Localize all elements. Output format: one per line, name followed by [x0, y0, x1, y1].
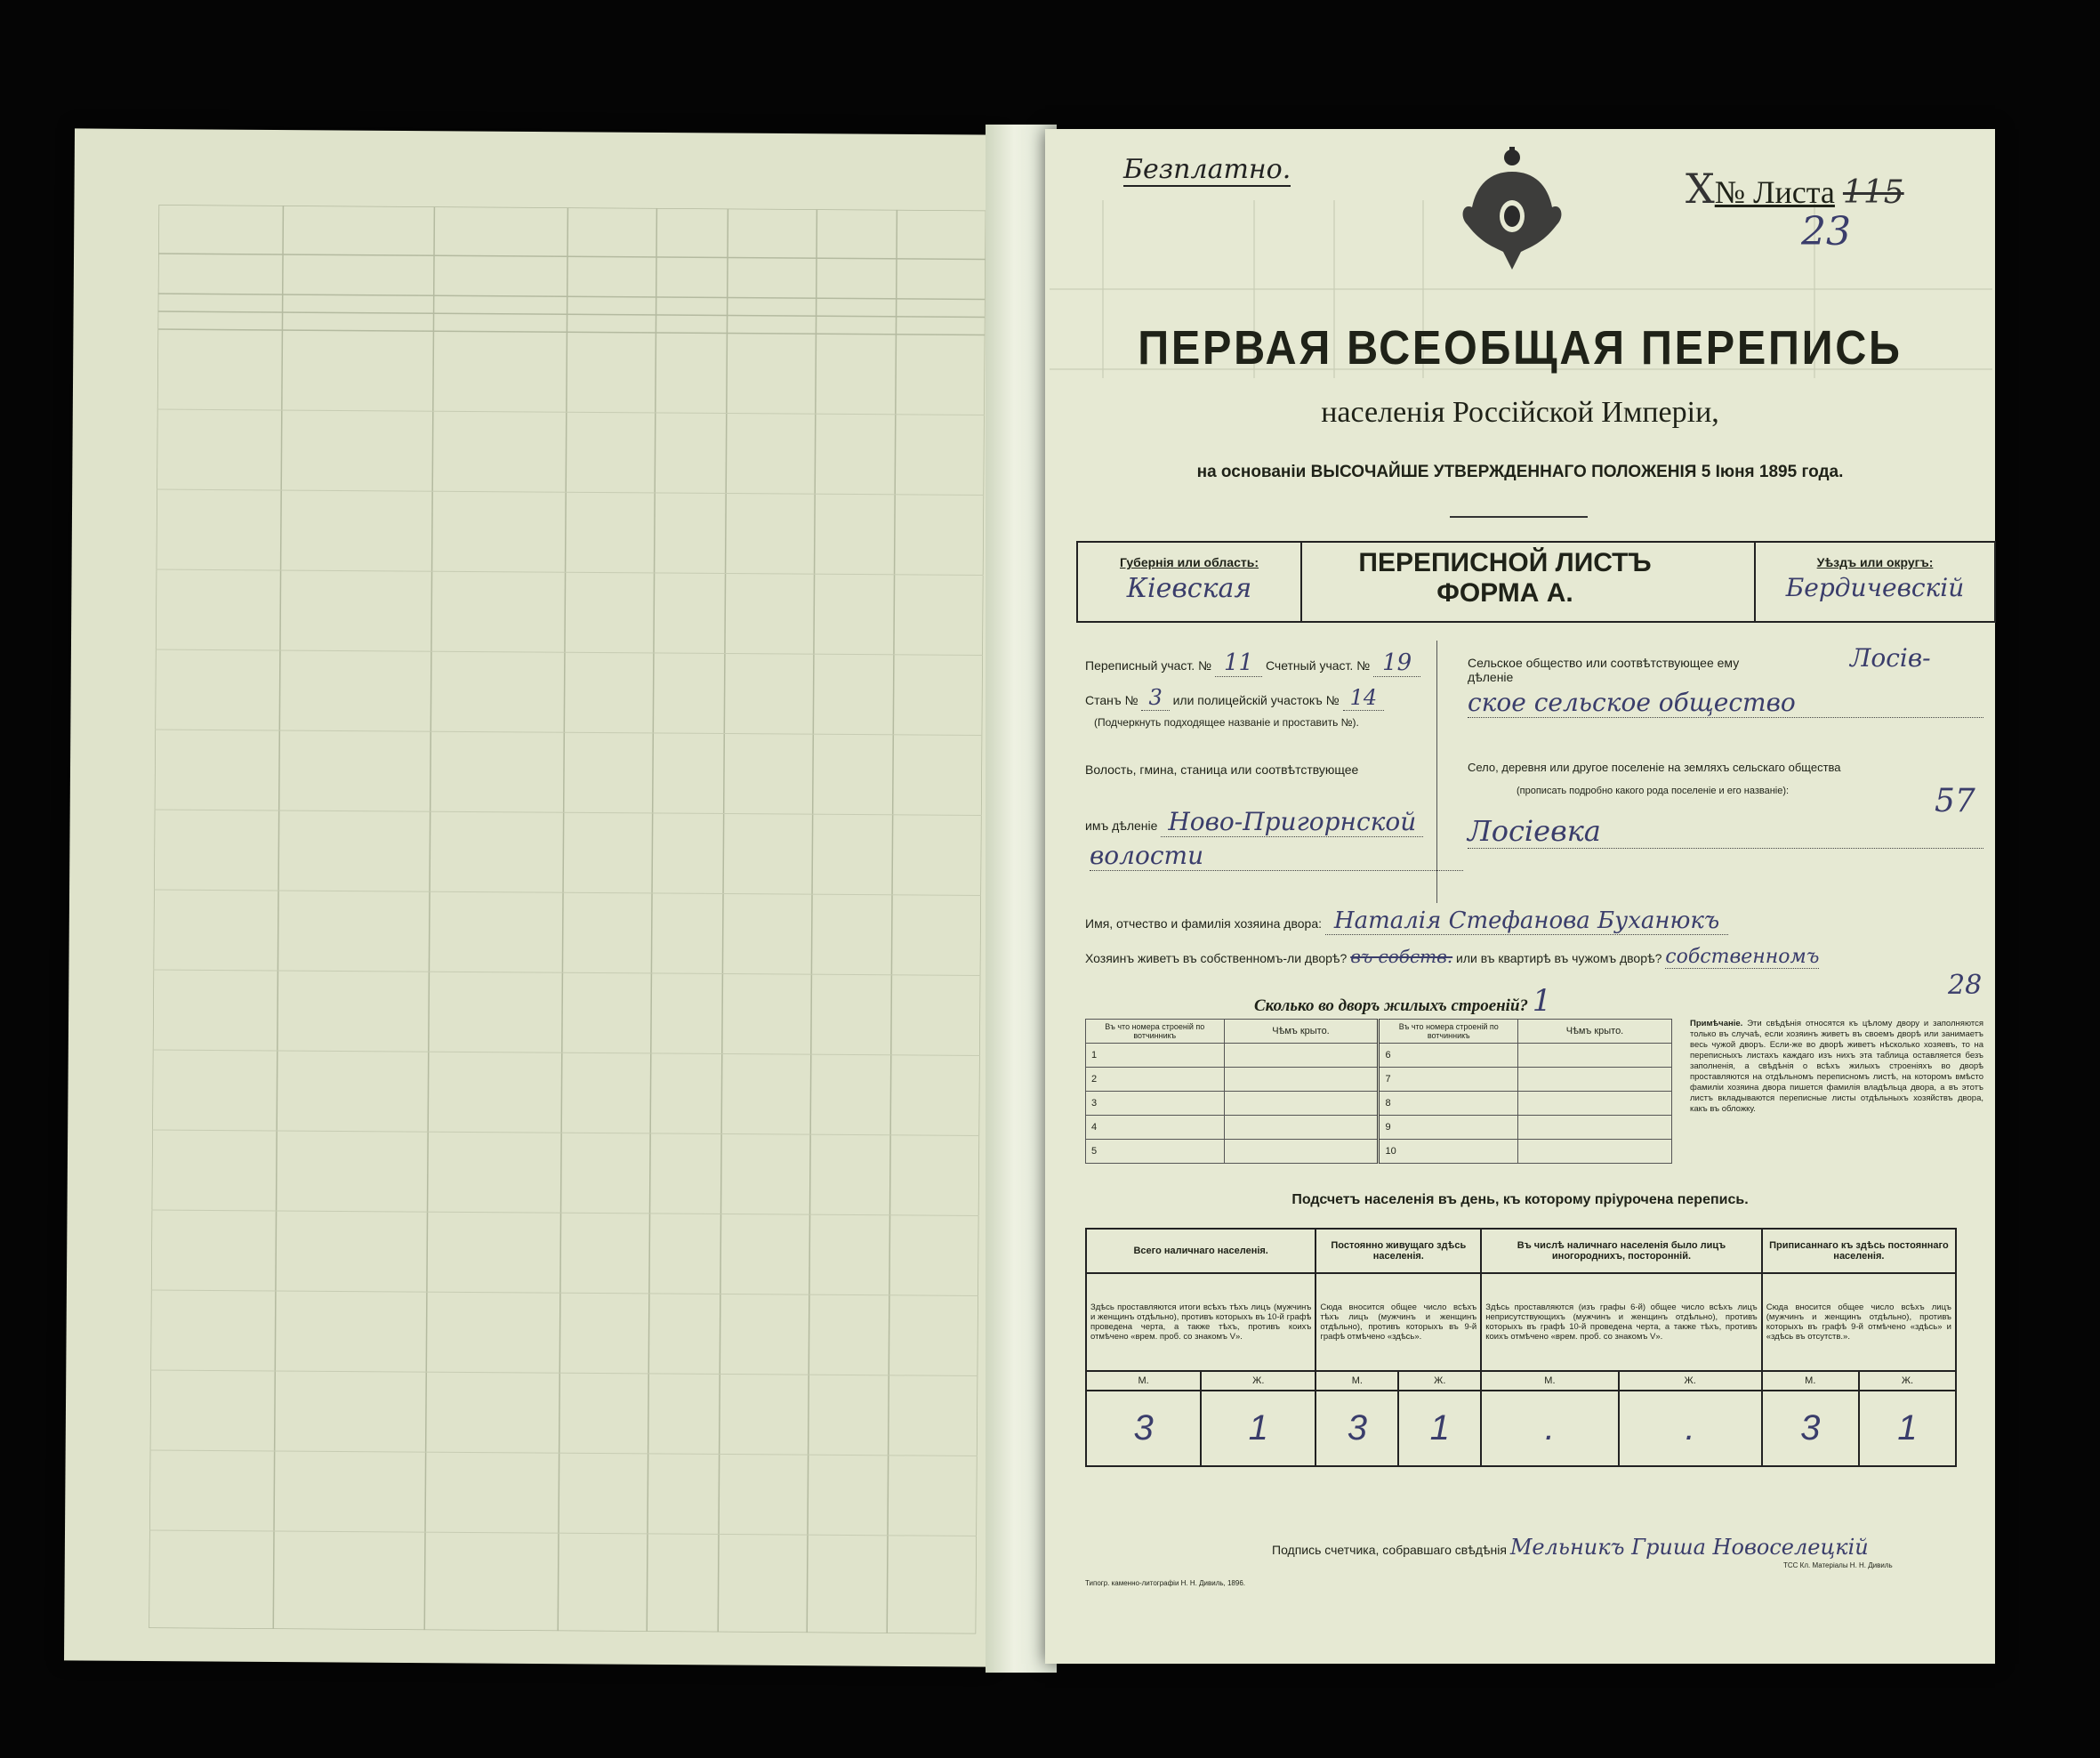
- buildings-value: 1: [1532, 983, 1552, 1019]
- buildings-col3: Въ что номера строеній по вотчинникъ: [1379, 1020, 1518, 1044]
- female-label: Ж.: [1398, 1371, 1481, 1391]
- society-value: Лосів-: [1850, 643, 1931, 673]
- male-label: М.: [1762, 1371, 1859, 1391]
- province-label: Губернія или область:: [1119, 555, 1259, 569]
- row-number: 6: [1379, 1044, 1518, 1068]
- summary-col-title: Въ числѣ наличнаго населенія было лицъ иногороднихъ, посторонній.: [1481, 1229, 1762, 1273]
- summary-table: [1085, 1228, 1957, 1467]
- owner-lives-value2: собственномъ: [1665, 946, 1820, 968]
- buildings-table: [1085, 1019, 1672, 1164]
- summary-col-desc: Сюда вносится общее число всѣхъ тѣхъ лицъ (мужчинъ и женщинъ отдѣльно), противъ которыхъ въ 9-й графѣ отмѣчено «здѣсь».: [1316, 1273, 1481, 1371]
- counting-district-label: Счетный участ. №: [1265, 658, 1371, 673]
- signature-value: Мельникъ Гриша Новоселецкій: [1509, 1535, 1869, 1560]
- owner-lives-value: въ собств.: [1350, 946, 1453, 967]
- underline-note: (Подчеркнуть подходящее названіе и проставить №).: [1094, 716, 1359, 729]
- summary-col-desc: Здѣсь проставляются (изъ графы 6-й) общее число всѣхъ лицъ неприсутствующихъ (мужчинъ и женщинъ отдѣльно), противъ которыхъ въ графѣ 10-й проведена черта, а также тѣхъ, противъ коихъ отмѣчено «врем. проб. со знакомъ V».: [1481, 1273, 1762, 1371]
- summary-value: .: [1481, 1391, 1618, 1466]
- summary-value: .: [1619, 1391, 1762, 1466]
- district-box: [1754, 543, 1994, 621]
- right-page: [1045, 129, 1995, 1664]
- owner-lives-label: Хозяинъ живетъ въ собственномъ-ли дворѣ?: [1085, 951, 1348, 965]
- summary-value: 1: [1201, 1391, 1316, 1466]
- row-number: 10: [1379, 1140, 1518, 1164]
- buildings-label: Сколько во дворъ жилыхъ строеній?: [1254, 996, 1529, 1015]
- note-block: [1690, 1019, 1983, 1115]
- summary-col-desc: Здѣсь проставляются итоги всѣхъ тѣхъ лицъ (мужчинъ и женщинъ отдѣльно), противъ которыхъ въ 10-й графѣ проведена черта, а также тѣхъ, противъ коихъ отмѣчено «врем. проб. со знакомъ V».: [1086, 1273, 1316, 1371]
- main-title: ПЕРВАЯ ВСЕОБЩАЯ ПЕРЕПИСЬ: [1138, 321, 1903, 375]
- signature-field: [1272, 1535, 1983, 1560]
- volost-value: Ново-Пригорнской: [1161, 807, 1423, 837]
- summary-value: 1: [1859, 1391, 1956, 1466]
- police-label: или полицейскій участокъ №: [1172, 693, 1340, 707]
- female-label: Ж.: [1619, 1371, 1762, 1391]
- counting-district-value: 19: [1373, 649, 1420, 677]
- buildings-col2: Чѣмъ крыто.: [1224, 1020, 1379, 1044]
- basis-line: на основаніи ВЫСОЧАЙШЕ УТВЕРЖДЕННАГО ПОЛОЖЕНІЯ 5 Іюня 1895 года.: [1196, 463, 1844, 481]
- ornament-divider: [1450, 516, 1588, 518]
- form-header: [1076, 541, 1996, 623]
- society-label: Сельское общество или соотвѣтствующее ему дѣленіе: [1468, 656, 1740, 684]
- summary-col-title: Приписаннаго къ здѣсь постояннаго населенія.: [1762, 1229, 1956, 1273]
- census-district-value: 11: [1215, 649, 1262, 677]
- row-number: 7: [1379, 1068, 1518, 1092]
- summary-col-title: Постоянно живущаго здѣсь населенія.: [1316, 1229, 1481, 1273]
- coat-of-arms-icon: [1454, 145, 1570, 278]
- row-number: 5: [1086, 1140, 1225, 1164]
- sub-title: населенія Россійской Имперіи,: [1321, 396, 1719, 429]
- society-value2: ское сельское общество: [1468, 688, 1983, 718]
- row-number: 8: [1379, 1092, 1518, 1116]
- row-number: 3: [1086, 1092, 1225, 1116]
- signature-label: Подпись счетчика, собравшаго свѣдѣнія: [1272, 1543, 1507, 1557]
- sheet-number-handwritten: 23: [1801, 209, 1851, 254]
- table-row: [1086, 1140, 1672, 1164]
- buildings-col1: Въ что номера строеній по вотчинникъ: [1086, 1020, 1225, 1044]
- margin-number: 57: [1935, 783, 1975, 819]
- free-label: Безплатно.: [1123, 154, 1291, 185]
- male-label: М.: [1086, 1371, 1201, 1391]
- province-box: [1078, 543, 1302, 621]
- owner-label: Имя, отчество и фамилія хозяина двора:: [1085, 916, 1322, 931]
- table-row: [1086, 1068, 1672, 1092]
- buildings-field: [1254, 983, 1551, 1019]
- row-number: 2: [1086, 1068, 1225, 1092]
- village-label: Село, деревня или другое поселеніе на земляхъ сельскаго общества: [1468, 761, 1841, 774]
- owner-lives-field: [1085, 946, 1983, 968]
- summary-value: 3: [1086, 1391, 1201, 1466]
- summary-heading: Подсчетъ населенія въ день, къ которому пріурочена перепись.: [1291, 1192, 1749, 1207]
- table-row: [1086, 1044, 1672, 1068]
- table-row: [1086, 1092, 1672, 1116]
- stan-field: [1085, 685, 1384, 710]
- census-district-label: Переписный участ. №: [1085, 658, 1212, 673]
- row-number: 9: [1379, 1116, 1518, 1140]
- male-label: М.: [1316, 1371, 1398, 1391]
- field-divider: [1436, 641, 1437, 903]
- owner-lives-label2: или въ квартирѣ въ чужомъ дворѣ?: [1456, 951, 1662, 965]
- province-value: Кіевская: [1126, 573, 1252, 604]
- note-text: Эти свѣдѣнія относятся къ цѣлому двору и заполняются только въ случаѣ, если хозяинъ живетъ въ своемъ дворѣ или занимаетъ весь чужой дворъ. Если-же во дворѣ живетъ нѣсколько хозяевъ, то на переписныхъ листахъ каждаго изъ нихъ эта таблица оставляется безъ заполненія, а свѣдѣнія о всѣхъ жилыхъ строеніяхъ во дворѣ проставляются на отдѣльномъ переписномъ листѣ, на которомъ вмѣсто фамиліи хозяина двора пишется фамилія владѣльца двора, а въ этотъ листъ вкладываются переписные листы отдѣльныхъ хозяйствъ двора, какъ въ обложку.: [1690, 1019, 1983, 1114]
- owner-field: [1085, 907, 1983, 934]
- female-label: Ж.: [1859, 1371, 1956, 1391]
- crossed-mark: X: [1686, 165, 1715, 213]
- male-label: М.: [1481, 1371, 1618, 1391]
- sheet-title-box: [1300, 543, 1710, 621]
- stan-label: Станъ №: [1085, 693, 1139, 707]
- buildings-col4: Чѣмъ крыто.: [1518, 1020, 1672, 1044]
- census-district-field: [1085, 649, 1420, 676]
- printer-right: ТСС Кл. Матеріалы Н. Н. Дивиль: [1783, 1561, 1893, 1569]
- left-page-grid: [149, 205, 986, 1633]
- summary-col-desc: Сюда вносится общее число всѣхъ лицъ (мужчинъ и женщинъ отдѣльно), противъ которыхъ въ графѣ 9-й отмѣчено «здѣсь» и «здѣсь въ отсутств.».: [1762, 1273, 1956, 1371]
- stan-value: 3: [1141, 685, 1169, 711]
- margin-number2: 28: [1948, 970, 1983, 1001]
- police-value: 14: [1343, 685, 1385, 711]
- note-title: Примѣчаніе.: [1690, 1019, 1743, 1028]
- row-number: 1: [1086, 1044, 1225, 1068]
- volost-label: Волость, гмина, станица или соотвѣтствующее: [1085, 762, 1359, 777]
- sheet-number-label: [1686, 165, 1904, 213]
- district-value: Бердичевскій: [1785, 573, 1965, 602]
- summary-value: 3: [1762, 1391, 1859, 1466]
- volost-value2: волости: [1090, 841, 1463, 871]
- summary-value: 3: [1316, 1391, 1398, 1466]
- left-page: [64, 128, 1000, 1666]
- female-label: Ж.: [1201, 1371, 1316, 1391]
- sheet-title: ПЕРЕПИСНОЙ ЛИСТЪ: [1358, 548, 1652, 577]
- sheet-number-text: № Листа: [1714, 174, 1835, 210]
- table-row: [1086, 1116, 1672, 1140]
- summary-col-title: Всего наличнаго населенія.: [1086, 1229, 1316, 1273]
- volost-label2: имъ дѣленіе: [1085, 819, 1158, 833]
- printer-left: Типогр. каменно-литографіи Н. Н. Дивиль, 1896.: [1085, 1579, 1245, 1587]
- village-note: (прописать подробно какого рода поселеніе и его названіе):: [1517, 786, 1790, 796]
- owner-value: Наталія Стефанова Буханюкъ: [1325, 907, 1728, 935]
- district-label: Уѣздъ или округъ:: [1816, 555, 1934, 569]
- sheet-number-crossed: 115: [1842, 174, 1904, 211]
- village-value: Лосіевка: [1468, 814, 1983, 849]
- volost-field: [1085, 807, 1423, 836]
- summary-value: 1: [1398, 1391, 1481, 1466]
- row-number: 4: [1086, 1116, 1225, 1140]
- form-title: ФОРМА А.: [1436, 578, 1573, 608]
